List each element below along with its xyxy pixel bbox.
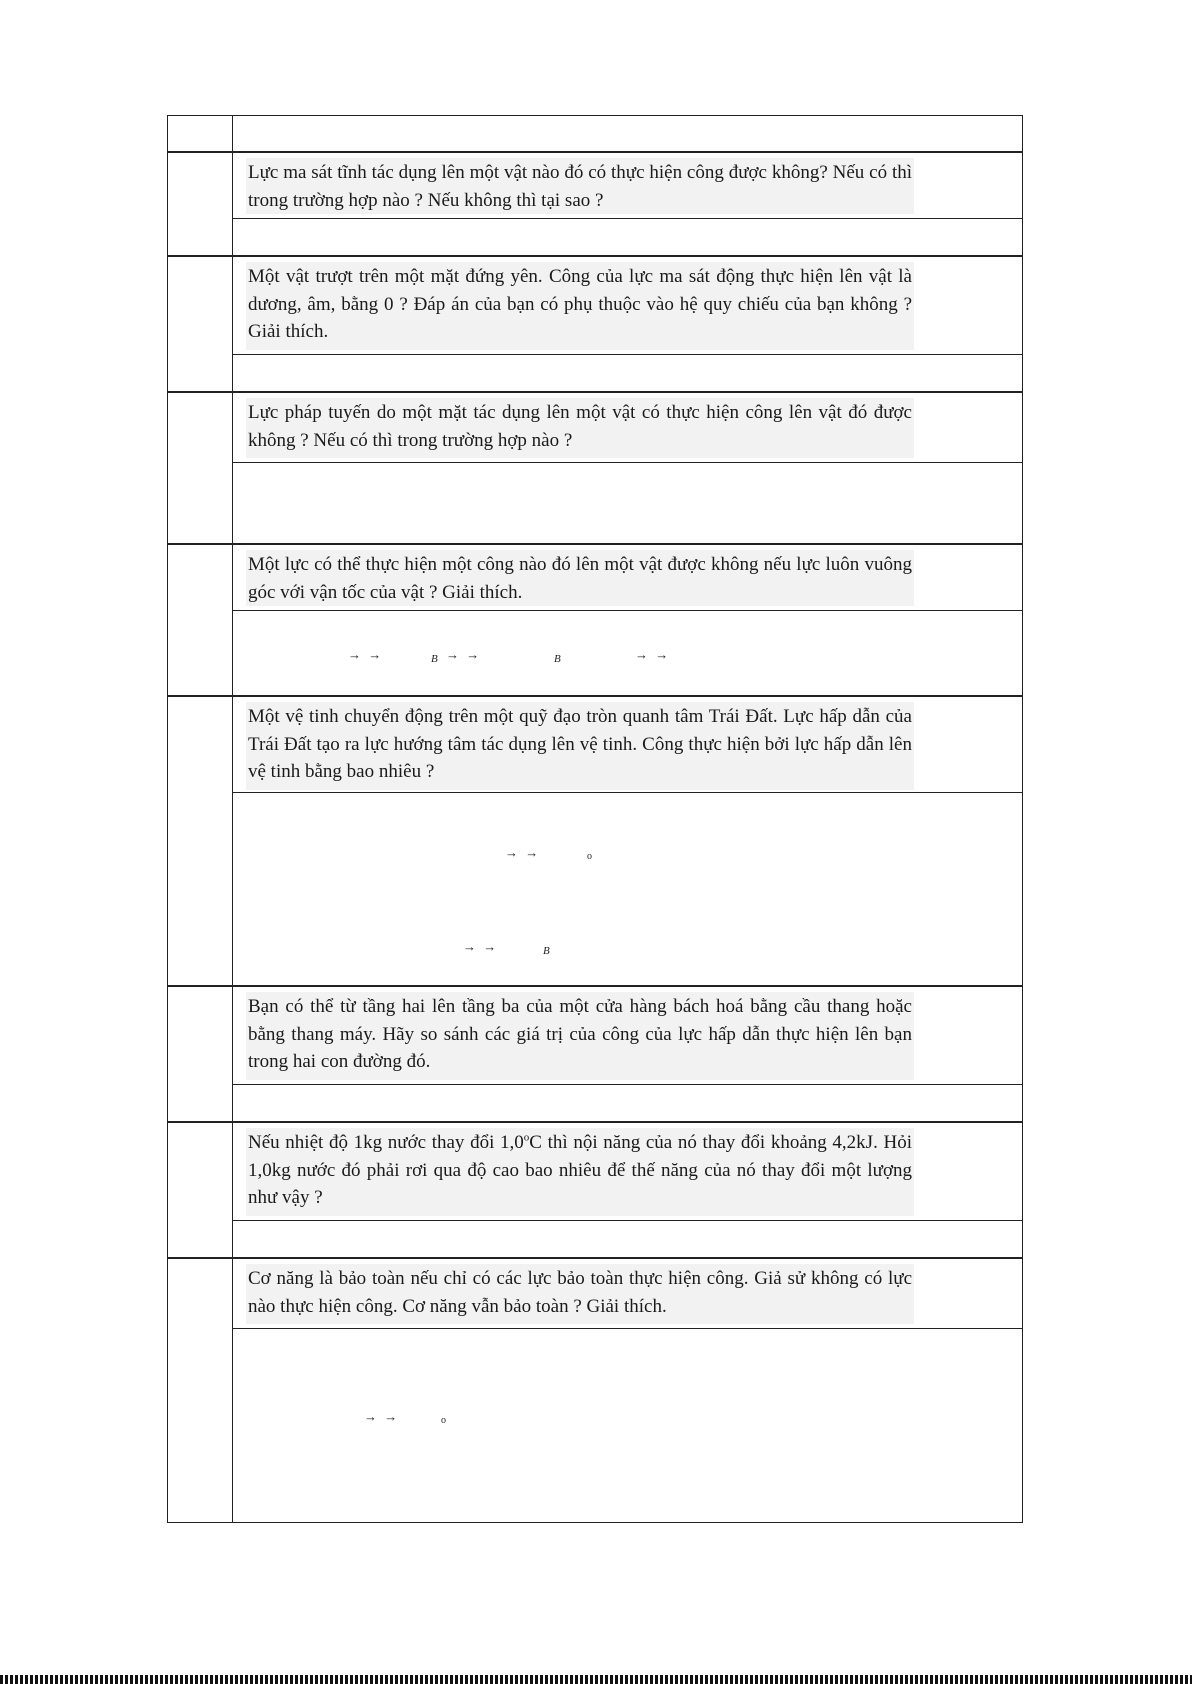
question-cell bbox=[232, 256, 1022, 356]
number-cell bbox=[168, 116, 233, 152]
vector-arrows: → → bbox=[635, 647, 671, 662]
scan-edge-strip bbox=[0, 1675, 1192, 1684]
question-cell bbox=[232, 986, 1022, 1086]
question-row-2 bbox=[167, 255, 1023, 393]
vector-arrows: → → bbox=[446, 647, 482, 662]
question-text: Lực pháp tuyến do một mặt tác dụng lên một vật có thực hiện công lên vật đó được không ? Nếu có thì trong trường hợp nào ? bbox=[246, 398, 914, 458]
answer-cell bbox=[232, 462, 1022, 544]
number-cell bbox=[168, 152, 233, 256]
question-row-5 bbox=[167, 695, 1023, 987]
question-text: Một vệ tinh chuyển động trên một quỹ đạo tròn quanh tâm Trái Đất. Lực hấp dẫn của Trái Đất tạo ra lực hướng tâm tác dụng lên vệ tinh. Công thực hiện bởi lực hấp dẫn lên vệ tinh bằng bao nhiêu ? bbox=[246, 702, 914, 790]
number-cell bbox=[168, 696, 233, 986]
vector-label: B bbox=[431, 653, 438, 665]
question-row-1 bbox=[167, 151, 1023, 257]
answer-cell bbox=[232, 792, 1022, 986]
vector-arrows: → → bbox=[348, 647, 384, 662]
question-cell bbox=[232, 392, 1022, 464]
degree-mark: o bbox=[441, 1415, 446, 1426]
answer-cell bbox=[232, 354, 1022, 392]
number-cell bbox=[168, 1258, 233, 1522]
question-row-6 bbox=[167, 985, 1023, 1123]
vector-arrows: → → bbox=[463, 939, 499, 954]
answer-cell bbox=[232, 1220, 1022, 1258]
answer-cell bbox=[232, 610, 1022, 696]
header-row bbox=[167, 115, 1023, 153]
vector-arrows: → → bbox=[505, 845, 541, 860]
number-cell bbox=[168, 986, 233, 1122]
question-row-3 bbox=[167, 391, 1023, 545]
question-text: Một lực có thể thực hiện một công nào đó lên một vật được không nếu lực luôn vuông góc với vận tốc của vật ? Giải thích. bbox=[246, 550, 914, 606]
question-cell bbox=[232, 544, 1022, 612]
question-text: Bạn có thể từ tầng hai lên tầng ba của một cửa hàng bách hoá bằng cầu thang hoặc bằng thang máy. Hãy so sánh các giá trị của công của lực hấp dẫn thực hiện lên bạn trong hai con đường đó. bbox=[246, 992, 914, 1080]
number-cell bbox=[168, 392, 233, 544]
question-row-7 bbox=[167, 1121, 1023, 1259]
vector-label: B bbox=[543, 945, 550, 957]
question-cell bbox=[232, 1122, 1022, 1222]
number-cell bbox=[168, 544, 233, 696]
question-cell bbox=[232, 1258, 1022, 1330]
answer-cell bbox=[232, 1328, 1022, 1522]
vector-label: B bbox=[554, 653, 561, 665]
question-row-4 bbox=[167, 543, 1023, 697]
answer-cell bbox=[232, 218, 1022, 256]
answer-cell bbox=[232, 1084, 1022, 1122]
question-cell bbox=[232, 152, 1022, 220]
question-text: Lực ma sát tĩnh tác dụng lên một vật nào đó có thực hiện công được không? Nếu có thì trong trường hợp nào ? Nếu không thì tại sao ? bbox=[246, 158, 914, 214]
worksheet-table bbox=[167, 115, 1023, 1523]
question-text: Cơ năng là bảo toàn nếu chỉ có các lực bảo toàn thực hiện công. Giả sử không có lực nào thực hiện công. Cơ năng vẫn bảo toàn ? Giải thích. bbox=[246, 1264, 914, 1324]
number-cell bbox=[168, 256, 233, 392]
question-text: Nếu nhiệt độ 1kg nước thay đổi 1,0$^o$C thì nội năng của nó thay đổi khoảng 4,2kJ. Hỏi 1,0kg nước đó phải rơi qua độ cao bao nhiêu để thế năng của nó thay đổi một lượng như vậy ? bbox=[246, 1128, 914, 1216]
question-cell bbox=[232, 696, 1022, 796]
question-row-8 bbox=[167, 1257, 1023, 1523]
number-cell bbox=[168, 1122, 233, 1258]
vector-arrows: → → bbox=[364, 1409, 400, 1424]
degree-mark: o bbox=[587, 851, 592, 862]
question-text: Một vật trượt trên một mặt đứng yên. Công của lực ma sát động thực hiện lên vật là dương, âm, bằng 0 ? Đáp án của bạn có phụ thuộc vào hệ quy chiếu của bạn không ? Giải thích. bbox=[246, 262, 914, 350]
